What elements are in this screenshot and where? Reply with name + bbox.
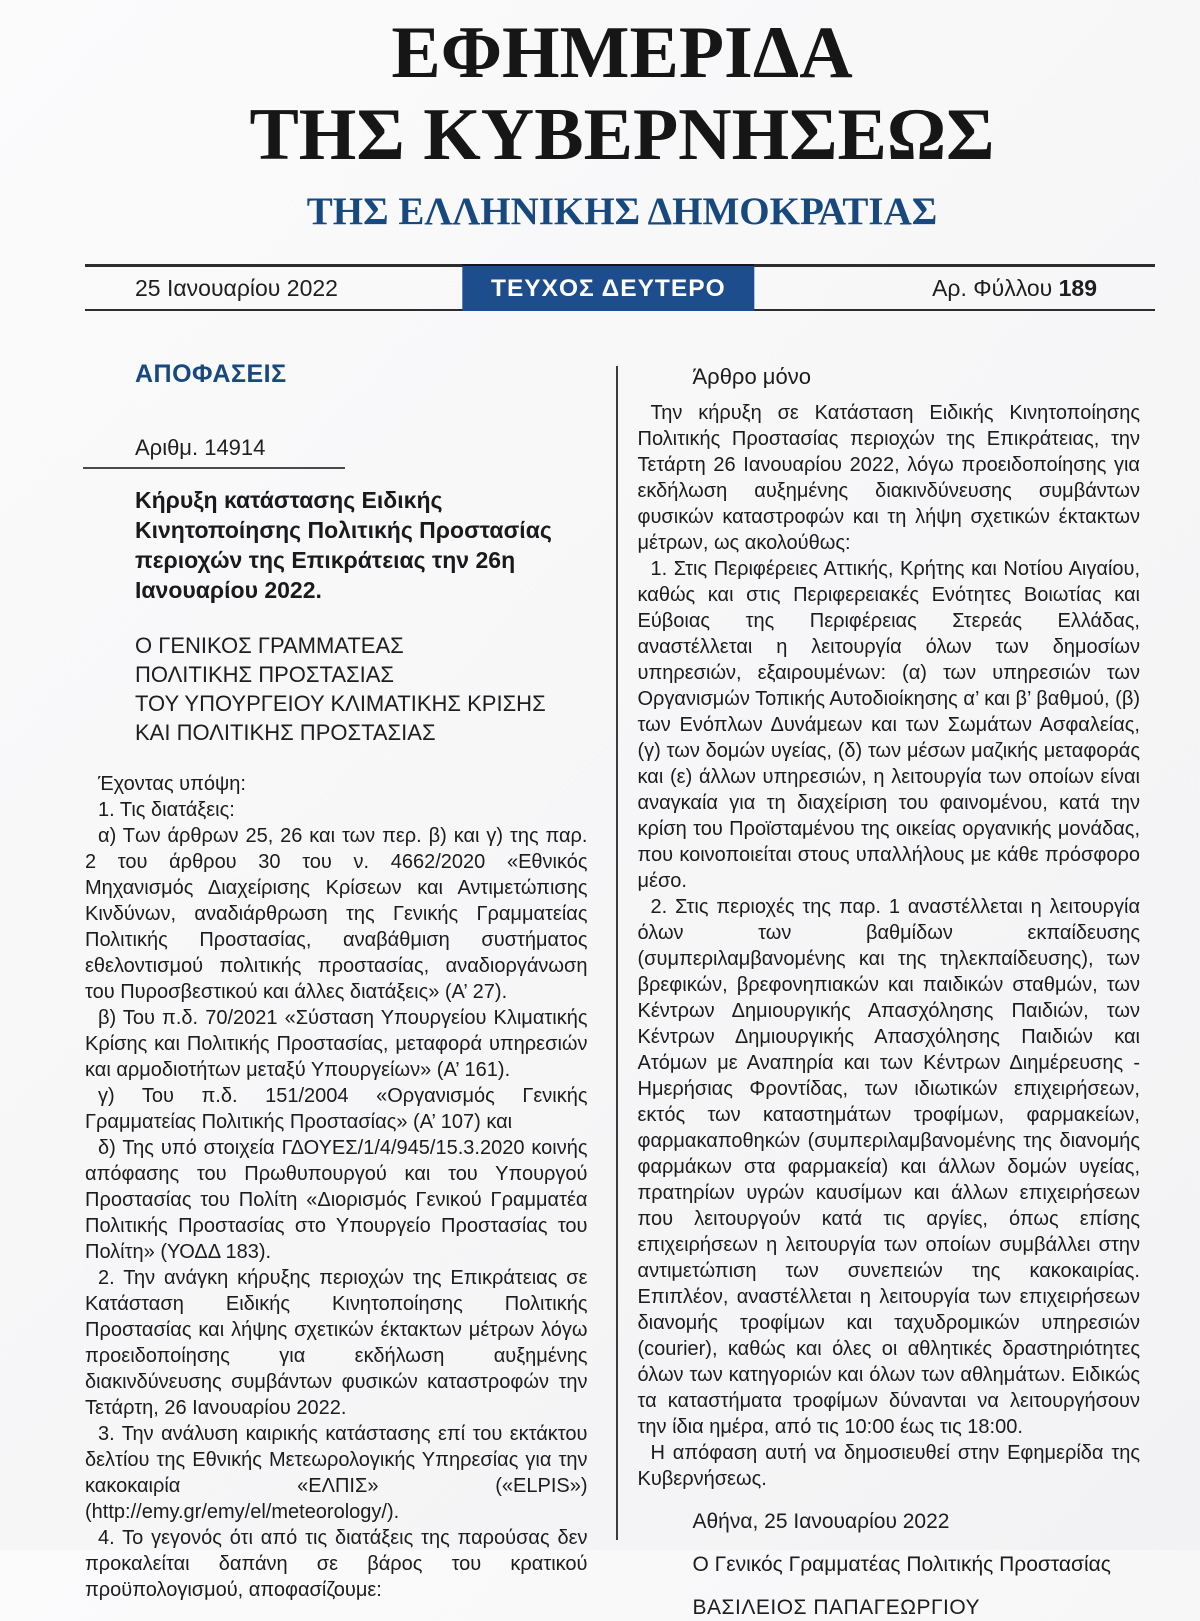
paragraph: 2. Την ανάγκη κήρυξης περιοχών της Επικράτειας σε Κατάσταση Ειδικής Κινητοποίησης Πολιτικής Προστασίας και λήψης σχετικών έκτακτων μέτρων λόγω προειδοποίησης για εκδήλωση αυξημένης διακινδύνευσης συμβάντων φυσικών καταστροφών την Τετάρτη, 26 Ιανουαρίου 2022. [85, 1267, 588, 1419]
paragraph: Την κήρυξη σε Κατάσταση Ειδικής Κινητοποίησης Πολιτικής Προστασίας περιοχών της Επικράτειας, την Τετάρτη 26 Ιανουαρίου 2022, λόγω προειδοποίησης για εκδήλωση αυξημένης διακινδύνευσης συμβάντων φυσικών καταστροφών και τη λήψη σχετικών έκτακτων μέτρων, ως ακολούθως: [637, 402, 1140, 554]
issue-type-label: ΤΕΥΧΟΣ ΔΕΥΤΕΡΟ [490, 274, 726, 302]
decision-title: Κήρυξη κατάστασης Ειδικής Κινητοποίησης Πολιτικής Προστασίας περιοχών της Επικράτειας την 26η Ιανουαρίου 2022. [135, 487, 552, 603]
masthead [22, 0, 1200, 234]
signature-place-date: Αθήνα, 25 Ιανουαρίου 2022 [692, 1510, 950, 1533]
paragraph: 2. Στις περιοχές της παρ. 1 αναστέλλεται η λειτουργία όλων των βαθμίδων εκπαίδευσης (συμπεριλαμβανομένης και της τηλεκπαίδευσης), των βρεφικών, βρεφονηπιακών και παιδικών σταθμών, των Κέντρων Δημιουργικής Απασχόλησης Παιδιών, των Κέντρων Δημιουργικής Απασχόλησης Παιδιών και Ατόμων με Αναπηρία και των Κέντρων Διημέρευσης - Ημερήσιας Φροντίδας, των ιδιωτικών επιχειρήσεων, εκτός των καταστημάτων τροφίμων, φαρμακείων, φαρμακαποθηκών (συμπεριλαμβανομένης της διανομής φαρμάκων στα φαρμακεία) και άλλων δομών υγείας, πρατηρίων υγρών καυσίμων και άλλων επιχειρήσεων που λειτουργούν κατά τις αργίες, όπως επίσης επιχειρήσεων η λειτουργία των οποίων συμβάλλει στην αντιμετώπιση των συνεπειών της κακοκαιρίας. Επιπλέον, αναστέλλεται η λειτουργία των επιχειρήσεων διανομής τροφίμων και ταχυδρομικών υπηρεσιών (courier), καθώς και όλες οι αθλητικές δραστηριότητες όλων των κατηγοριών και όλων των αθλημάτων. Ειδικώς τα καταστήματα τροφίμων δύνανται να λειτουργήσουν την ίδια ημέρα, από τις 10:00 έως τις 18:00. [637, 896, 1140, 1438]
masthead-title-line1: ΕΦΗΜΕΡΙΔΑ [391, 12, 853, 94]
authority-line: ΚΑΙ ΠΟΛΙΤΙΚΗΣ ΠΡΟΣΤΑΣΙΑΣ [135, 720, 436, 745]
authority-line: ΤΟΥ ΥΠΟΥΡΓΕΙΟΥ ΚΛΙΜΑΤΙΚΗΣ ΚΡΙΣΗΣ [135, 691, 546, 716]
issue-number [932, 275, 1155, 302]
issue-info-bar [85, 264, 1155, 311]
paragraph: 4. Το γεγονός ότι από τις διατάξεις της παρούσας δεν προκαλείται δαπάνη σε βάρος του κρατικού προϋπολογισμού, αποφασίζουμε: [85, 1527, 588, 1601]
right-column [637, 352, 1141, 1619]
authority-line: ΠΟΛΙΤΙΚΗΣ ΠΡΟΣΤΑΣΙΑΣ [135, 662, 394, 687]
issuing-authority [135, 631, 588, 747]
signature-block [693, 1509, 1141, 1621]
masthead-subtitle: ΤΗΣ ΕΛΛΗΝΙΚΗΣ ΔΗΜΟΚΡΑΤΙΑΣ [306, 190, 938, 233]
paragraph: Η απόφαση αυτή να δημοσιευθεί στην Εφημερίδα της Κυβερνήσεως. [637, 1442, 1140, 1490]
column-divider [616, 366, 618, 1540]
paragraph: α) Των άρθρων 25, 26 και των περ. β) και γ) της παρ. 2 του άρθρου 30 του ν. 4662/2020 «Εθνικός Μηχανισμός Διαχείρισης Κρίσεων και Αντιμετώπισης Κινδύνων, αναδιάρθρωση της Γενικής Γραμματείας Πολιτικής Προστασίας, αναβάθμιση συστήματος εθελοντισμού πολιτικής προστασίας, αναδιοργάνωση του Πυροσβεστικού και άλλες διατάξεις» (Α’ 27). [85, 825, 588, 1003]
issue-number-value: 189 [1058, 274, 1097, 301]
signature-name: ΒΑΣΙΛΕΙΟΣ ΠΑΠΑΓΕΩΡΓΙΟΥ [692, 1596, 981, 1619]
left-column [85, 352, 588, 1601]
paragraph: 1. Τις διατάξεις: [98, 799, 235, 821]
paragraph: 3. Την ανάλυση καιρικής κατάστασης επί του εκτάκτου δελτίου της Εθνικής Μετεωρολογικής Υπηρεσίας για την κακοκαιρία «ΕΛΠΙΣ» («ELPIS») (http://emy.gr/emy/el/meteorology/). [85, 1423, 588, 1523]
article-heading: Άρθρο μόνο [692, 364, 811, 389]
paragraph: Έχοντας υπόψη: [98, 773, 246, 795]
issue-date: 25 Ιανουαρίου 2022 [135, 274, 338, 301]
decision-number: Αριθμ. 14914 [135, 435, 266, 460]
signature-title: Ο Γενικός Γραμματέας Πολιτικής Προστασίας [692, 1553, 1111, 1576]
decision-underline [83, 467, 345, 469]
issue-type-banner [462, 264, 754, 311]
issue-number-label: Αρ. Φύλλου [932, 274, 1059, 301]
paragraph: γ) Του π.δ. 151/2004 «Οργανισμός Γενικής Γραμματείας Πολιτικής Προστασίας» (Α’ 107) και [85, 1085, 588, 1133]
masthead-title-line2: ΤΗΣ ΚΥΒΕΡΝΗΣΕΩΣ [249, 94, 995, 176]
paragraph: δ) Της υπό στοιχεία ΓΔΟΥΕΣ/1/4/945/15.3.2020 κοινής απόφασης του Πρωθυπουργού και του Υπουργού Προστασίας του Πολίτη «Διορισμός Γενικού Γραμματέα Πολιτικής Προστασίας στο Υπουργείο Προστασίας του Πολίτη» (ΥΟΔΔ 183). [85, 1137, 588, 1263]
authority-line: Ο ΓΕΝΙΚΟΣ ΓΡΑΜΜΑΤΕΑΣ [135, 633, 404, 658]
paragraph: 1. Στις Περιφέρειες Αττικής, Κρήτης και Νοτίου Αιγαίου, καθώς και στις Περιφερειακές Ενότητες Βοιωτίας και Εύβοιας της Περιφέρειας Στερεάς Ελλάδας, αναστέλλεται η λειτουργία όλων των δημοσίων υπηρεσιών, εξαιρουμένων: (α) των υπηρεσιών των Οργανισμών Τοπικής Αυτοδιοίκησης α’ και β’ βαθμού, (β) των Ενόπλων Δυνάμεων και των Σωμάτων Ασφαλείας, (γ) των δομών υγείας, (δ) των μέσων μαζικής μεταφοράς και (ε) άλλων υπηρεσιών, η λειτουργία των οποίων είναι αναγκαία για τη διαχείριση του φαινομένου, κατά την κρίση του Προϊσταμένου της οικείας οργανικής μονάδας, που κοινοποιείται στους υπαλλήλους με κάθε πρόσφορο μέσο. [637, 558, 1140, 892]
document-body [85, 352, 1140, 1619]
paragraph: β) Του π.δ. 70/2021 «Σύσταση Υπουργείου Κλιματικής Κρίσης και Πολιτικής Προστασίας, μεταφορά υπηρεσιών και αρμοδιοτήτων μεταξύ Υπουργείων» (Α’ 161). [85, 1007, 588, 1081]
section-heading-decisions: ΑΠΟΦΑΣΕΙΣ [135, 360, 287, 388]
